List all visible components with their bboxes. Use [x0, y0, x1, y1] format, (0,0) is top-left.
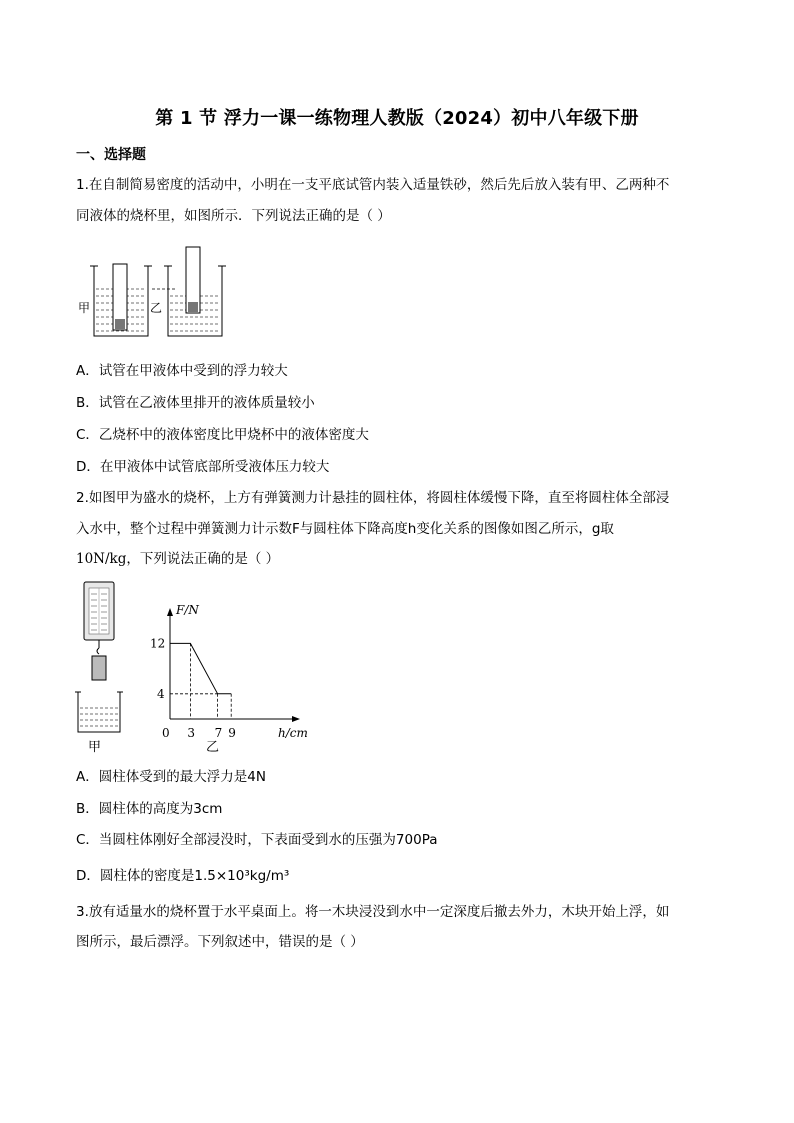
question-2-figure-apparatus — [74, 580, 124, 740]
question-2-option-b: B．圆柱体的高度为3cm — [76, 801, 223, 817]
water-beaker — [75, 692, 123, 732]
graph-ylabel: F/N — [176, 603, 199, 617]
question-2-text-line-3: 10N/kg，下列说法正确的是（ ） — [76, 551, 280, 567]
question-3-text-line-2: 图所示，最后漂浮。下列叙述中，错误的是（ ） — [76, 934, 364, 950]
question-2-option-d: D．圆柱体的密度是1.5×10³kg/m³ — [76, 868, 290, 884]
page-title: 第 1 节 浮力一课一练物理人教版（2024）初中八年级下册 — [155, 108, 639, 129]
x-tick-label: 7 — [214, 726, 223, 740]
x-tick-label: 9 — [228, 726, 236, 740]
x-tick-label: 3 — [187, 726, 196, 740]
question-1-figure — [76, 244, 246, 344]
figure-2-label-right: 乙 — [206, 740, 220, 755]
y-tick-label: 12 — [150, 636, 166, 651]
question-3-text-line-1: 3.放有适量水的烧杯置于水平桌面上。将一木块浸没到水中一定深度后撤去外力，木块开始上浮，如 — [76, 904, 670, 920]
figure-2-label-left: 甲 — [88, 740, 102, 755]
question-2-option-a: A．圆柱体受到的最大浮力是4N — [76, 769, 266, 785]
graph-origin-label: 0 — [162, 726, 170, 740]
beaker-right — [164, 247, 226, 336]
question-1-text-line-1: 1.在自制简易密度的活动中，小明在一支平底试管内装入适量铁砂，然后先后放入装有甲、乙两种不 — [76, 177, 670, 193]
question-1-option-b: B．试管在乙液体里排开的液体质量较小 — [76, 395, 315, 411]
graph-xlabel: h/cm — [278, 726, 308, 740]
question-1-option-a: A．试管在甲液体中受到的浮力较大 — [76, 363, 288, 379]
section-heading: 一、选择题 — [76, 147, 146, 163]
question-1-text-line-2: 同液体的烧杯里，如图所示．下列说法正确的是（ ） — [76, 208, 391, 224]
cylinder — [92, 656, 106, 680]
graph-guides — [170, 643, 231, 719]
question-1-option-d: D．在甲液体中试管底部所受液体压力较大 — [76, 459, 330, 475]
question-2-text-line-2: 入水中，整个过程中弹簧测力计示数F与圆柱体下降高度h变化关系的图像如图乙所示，g取 — [76, 521, 614, 537]
question-2-graph — [150, 602, 310, 747]
graph-line — [170, 643, 231, 693]
graph-axes — [167, 608, 300, 722]
y-tick-label: 4 — [157, 686, 165, 701]
figure-1-label-right: 乙 — [150, 301, 163, 315]
question-2-text-line-1: 2.如图甲为盛水的烧杯，上方有弹簧测力计悬挂的圆柱体，将圆柱体缓慢下降，直至将圆柱体全部浸 — [76, 490, 670, 506]
question-1-option-c: C．乙烧杯中的液体密度比甲烧杯中的液体密度大 — [76, 427, 369, 443]
graph-yticks — [150, 636, 165, 700]
question-2-option-c: C．当圆柱体刚好全部浸没时，下表面受到水的压强为700Pa — [76, 832, 438, 848]
spring-scale — [84, 582, 114, 654]
figure-1-label-left: 甲 — [78, 301, 91, 315]
beaker-left — [90, 264, 152, 336]
